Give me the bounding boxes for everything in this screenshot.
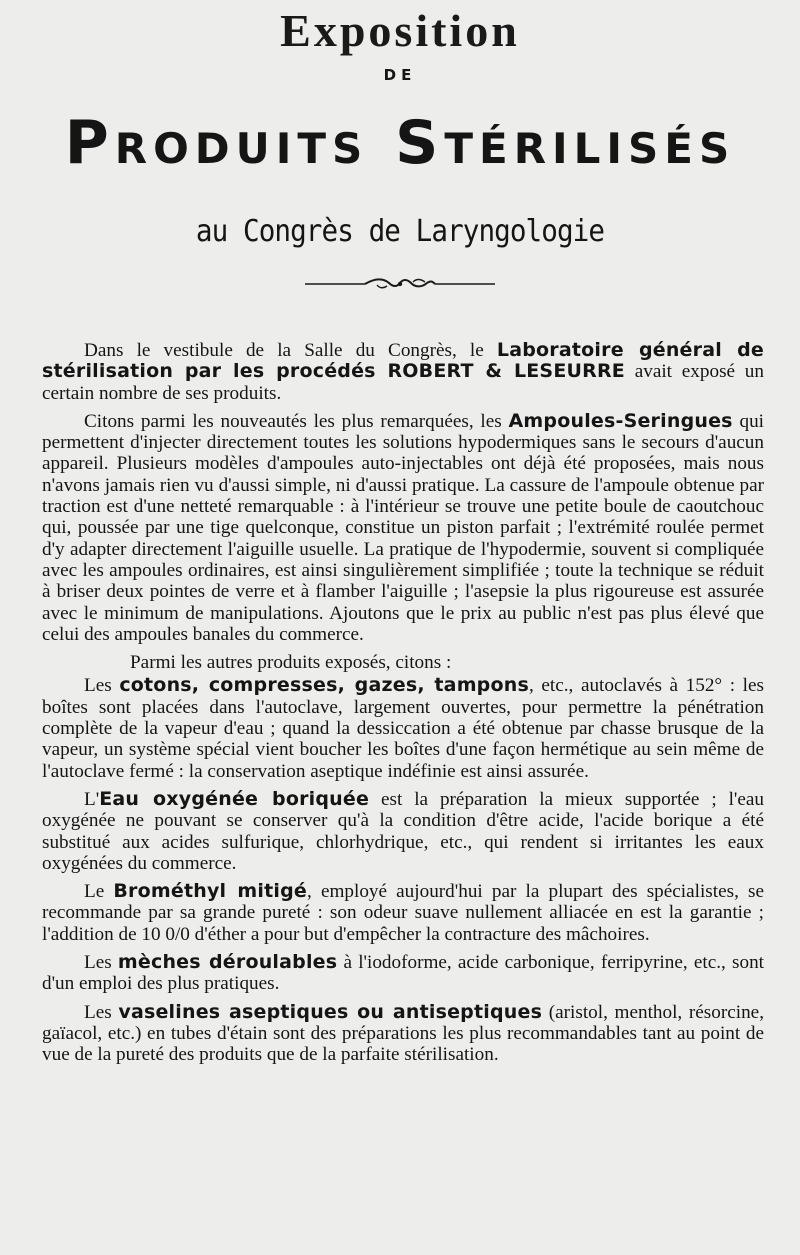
paragraph-text: à l'iodoforme, acide carbonique, ferripyrine, etc., sont d'un emploi des plus pratiques. — [42, 952, 764, 995]
paragraph-text: Le — [84, 881, 114, 903]
page-subtitle: au Congrès de Laryngologie — [195, 214, 605, 249]
paragraph-text: , employé aujourd'hui par la plupart des spécialistes, se recommande par sa grande pureté : son odeur suave nullement alliacée en est la garantie ; l'addition de 10 0/0 d'éther a pour but d'empêcher la contracture des mâchoires. — [42, 881, 764, 945]
paragraph-text: avait exposé un certain nombre de ses produits. — [42, 361, 764, 404]
highlight-bromethyl: Brométhyl mitigé — [113, 880, 308, 903]
paragraph-text: est la préparation la mieux supportée ; l'eau oxygénée ne pouvant se conserver qu'à la condition d'être acide, l'acide borique a été substitué aux acides sulfurique, chlorhydrique, etc., qui rendent si irritantes les eaux oxygénées du commerce. — [42, 788, 764, 874]
paragraph-laboratoire — [42, 340, 764, 404]
paragraph-text: Les — [84, 1001, 119, 1023]
highlight-eau-oxygenee: Eau oxygénée boriquée — [99, 787, 370, 810]
paragraph-text: Les — [84, 675, 120, 697]
paragraph-text: Dans le vestibule de la Salle du Congrès, le — [84, 340, 497, 361]
flourish-ornament-icon — [305, 274, 495, 294]
paragraph-text: Citons parmi les nouveautés les plus remarquées, les — [84, 410, 509, 432]
paragraph-text: (aristol, menthol, résorcine, gaïacol, etc.) en tubes d'étain sont des préparations les plus recommandables tant au point de vue de la pureté des produits que de la parfaite stérilisation. — [42, 1001, 764, 1066]
highlight-laboratoire: Laboratoire général de stérilisation par les procédés ROBERT & LESEURRE — [42, 339, 764, 383]
paragraph-eau-oxygenee — [42, 789, 764, 874]
highlight-cotons: cotons, compresses, gazes, tampons — [119, 674, 529, 697]
paragraph-intro: Parmi les autres produits exposés, citons : — [130, 652, 452, 674]
highlight-vaselines: vaselines aseptiques ou antiseptiques — [118, 1000, 543, 1023]
paragraph-text: L' — [84, 788, 100, 810]
paragraph-text: qui permettent d'injecter directement toutes les solutions hypodermiques sans le secours d'aucun appareil. Plusieurs modèles d'ampoules auto-injectables ont déjà été proposées, mais nous n'avons jamais rien vu d'aussi simple, ni d'aussi pratique. La cassure de l'ampoule obtenue par traction est d'une netteté remarquable : à l'intérieur se trouve une petite boule de caoutchouc qui, poussée par une tige quelconque, constitue un piston parfait ; l'extrémité roulée permet d'y adapter directement l'aiguille usuelle. La pratique de l'hypodermie, souvent si compliquée avec les ampoules ordinaires, est ainsi singulièrement simplifiée ; toute la technique se réduit à briser deux pointes de verre et à flamber l'aiguille ; l'asepsie la plus rigoureuse est assurée avec le minimum de manipulations. Ajoutons que le prix au public n'est pas plus élevé que celui des ampoules banales du commerce. — [42, 410, 764, 645]
highlight-ampoules: Ampoules-Seringues — [508, 409, 733, 432]
paragraph-text: Les — [84, 952, 118, 974]
paragraph-ampoules — [42, 411, 764, 645]
heading-preposition: DE — [383, 66, 417, 84]
paragraph-vaselines — [42, 1002, 764, 1066]
paragraph-text: , etc., autoclavés à 152° : les boîtes sont placées dans l'autoclave, largement ouvertes, pour permettre la pénétration complète de la vapeur d'eau ; quand la dessiccation a été obtenue par chasse brusque de la vapeur, un système spécial vient boucher les boîtes d'une façon hermétique au sein même de l'autoclave fermé : la conservation aseptique indéfinie est ainsi assurée. — [42, 675, 764, 782]
paragraph-meches — [42, 952, 764, 995]
paragraph-cotons — [42, 675, 764, 781]
highlight-meches: mèches déroulables — [117, 951, 338, 974]
article-body — [42, 340, 764, 1073]
heading-exposition: Exposition — [280, 5, 520, 56]
paragraph-bromethyl — [42, 881, 764, 945]
page-title: Produits Stérilisés — [64, 108, 736, 178]
